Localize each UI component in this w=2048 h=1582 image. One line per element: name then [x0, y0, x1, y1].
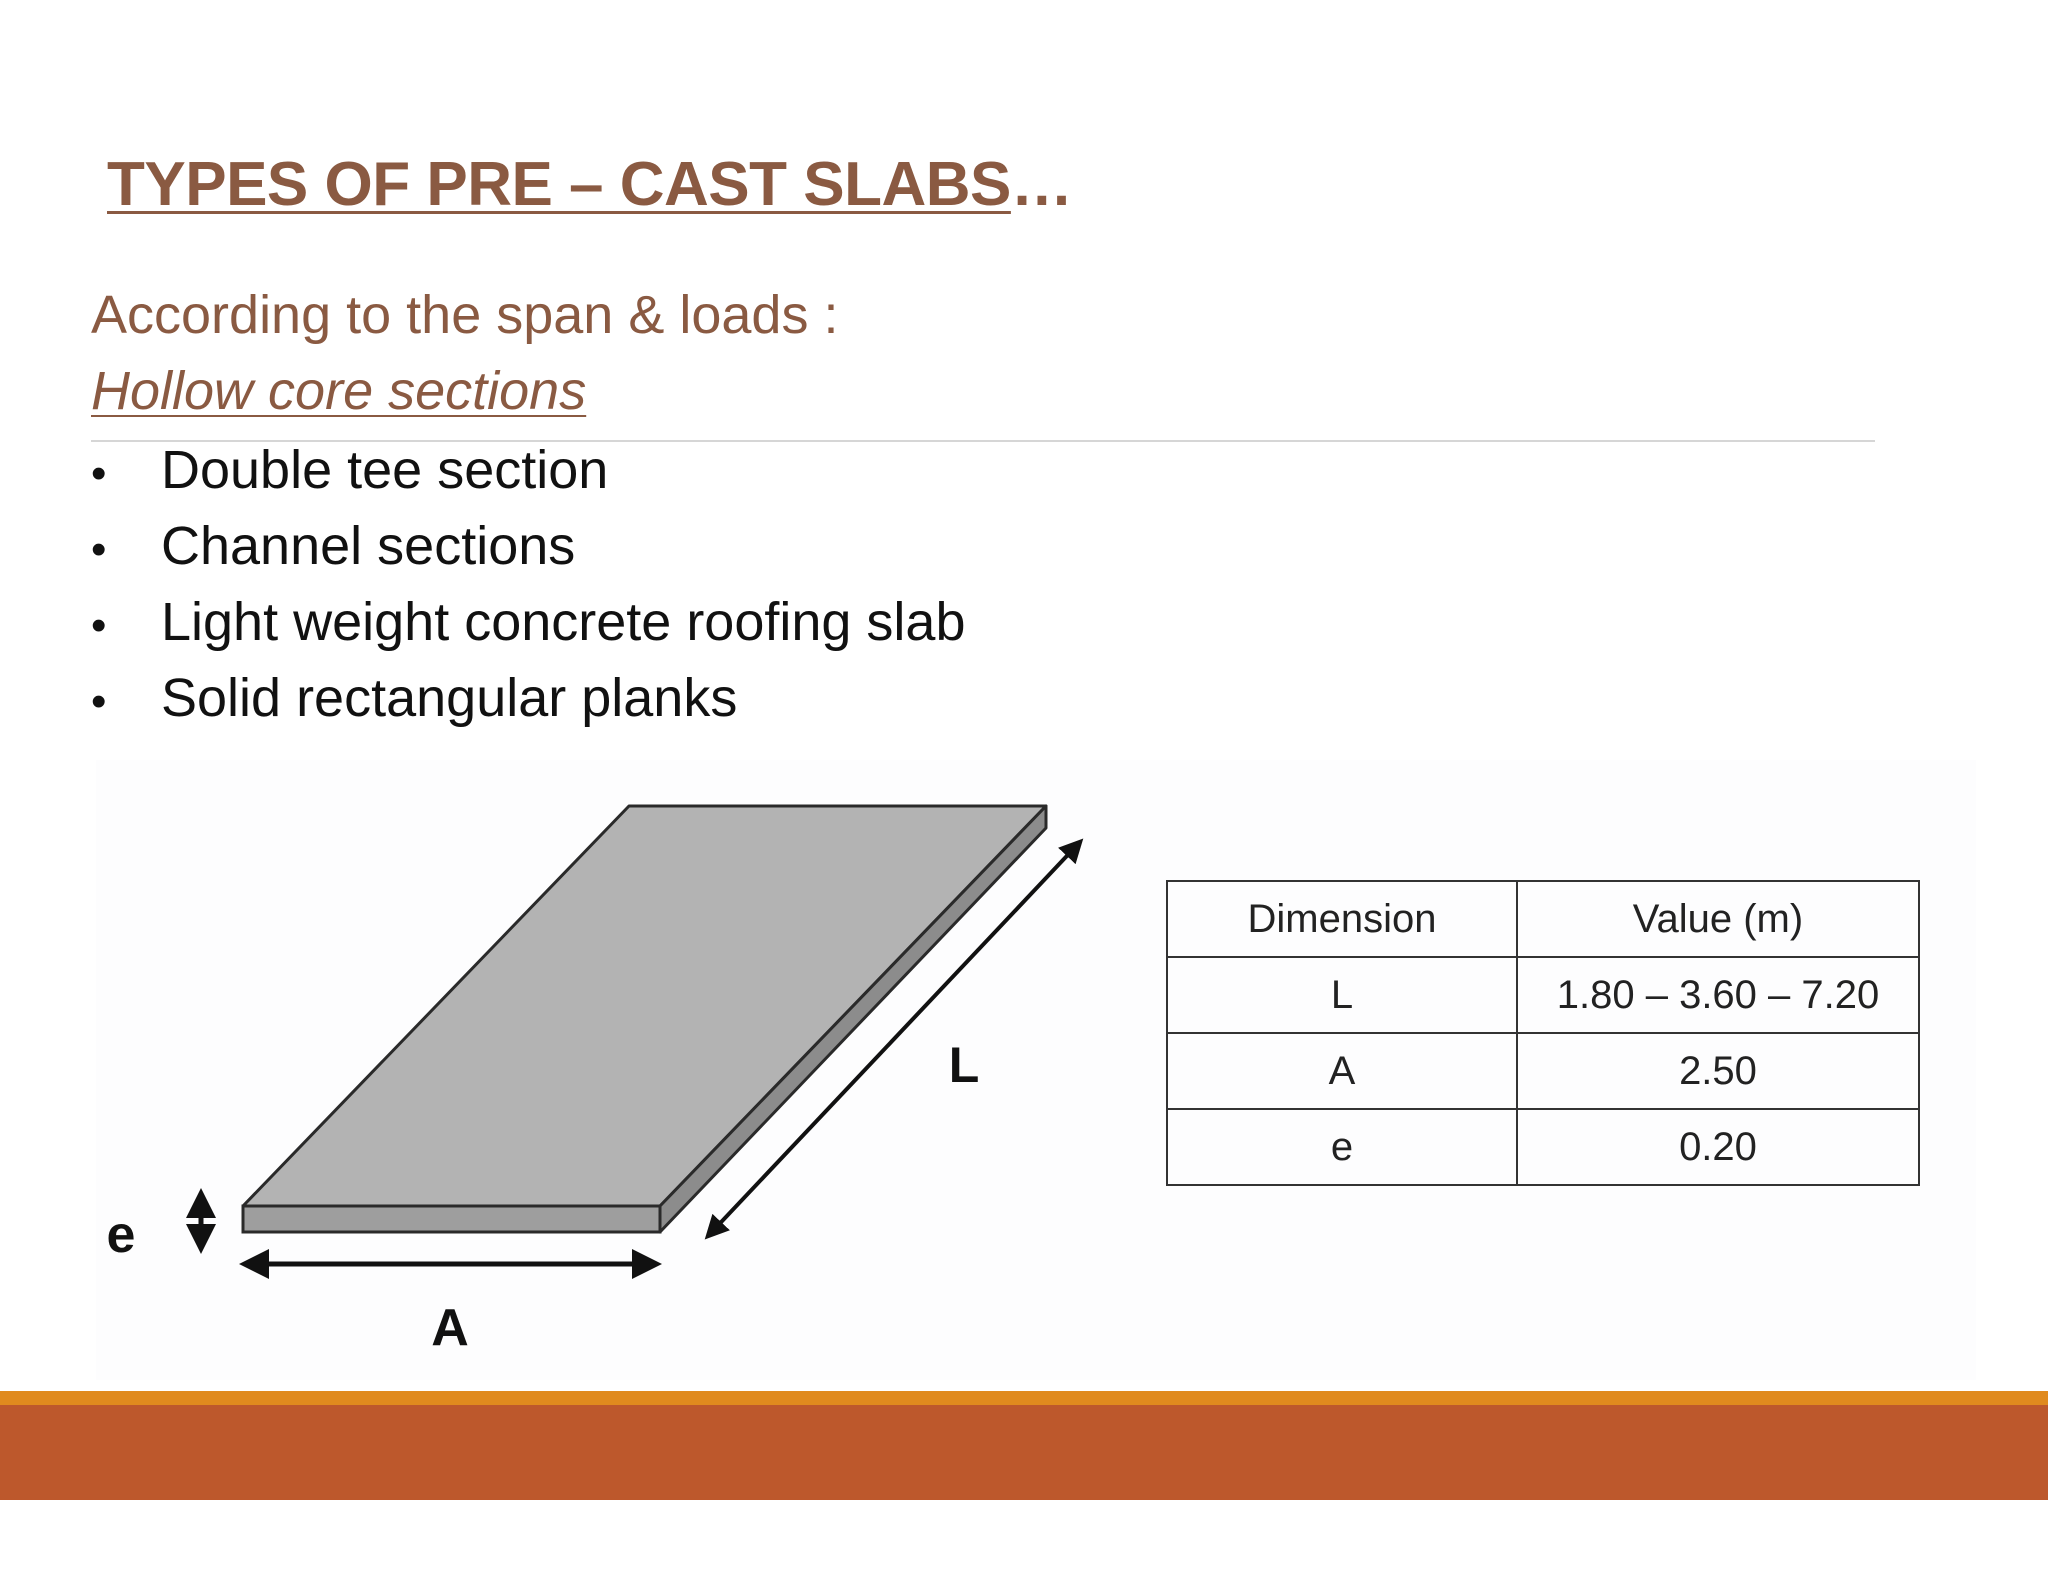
bullet-icon: • [91, 449, 107, 498]
table-cell: 2.50 [1517, 1033, 1919, 1109]
table-row [1167, 1109, 1919, 1185]
table-header-value: Value (m) [1517, 881, 1919, 957]
table-row [1167, 957, 1919, 1033]
table-row [1167, 1033, 1919, 1109]
table-header-dimension: Dimension [1167, 881, 1517, 957]
length-label: L [948, 1037, 980, 1093]
bullet-text: Channel sections [161, 516, 576, 576]
table-cell: 0.20 [1517, 1109, 1919, 1185]
bullet-text: Light weight concrete roofing slab [161, 592, 966, 652]
bullet-icon: • [91, 601, 107, 650]
table-header-row [1167, 881, 1919, 957]
hollow-core-label: Hollow core sections [91, 361, 587, 421]
title-main: TYPES OF PRE – CAST SLABS [107, 150, 1011, 219]
bullet-icon: • [91, 677, 107, 726]
footer-accent-stripe [0, 1391, 2048, 1405]
table-cell: A [1167, 1033, 1517, 1109]
footer-band [0, 1405, 2048, 1500]
subtitle: According to the span & loads : [91, 285, 839, 345]
bullet-text: Double tee section [161, 440, 609, 500]
table-cell: L [1167, 957, 1517, 1033]
bullet-text: Solid rectangular planks [161, 668, 738, 728]
bullet-icon: • [91, 525, 107, 574]
dimension-table [1166, 880, 1920, 1186]
table-cell: 1.80 – 3.60 – 7.20 [1517, 957, 1919, 1033]
title-ellipsis: … [1010, 150, 1073, 219]
width-label: A [431, 1299, 469, 1357]
slab-front-face [243, 1206, 660, 1232]
table-cell: e [1167, 1109, 1517, 1185]
thickness-label: e [106, 1206, 136, 1264]
